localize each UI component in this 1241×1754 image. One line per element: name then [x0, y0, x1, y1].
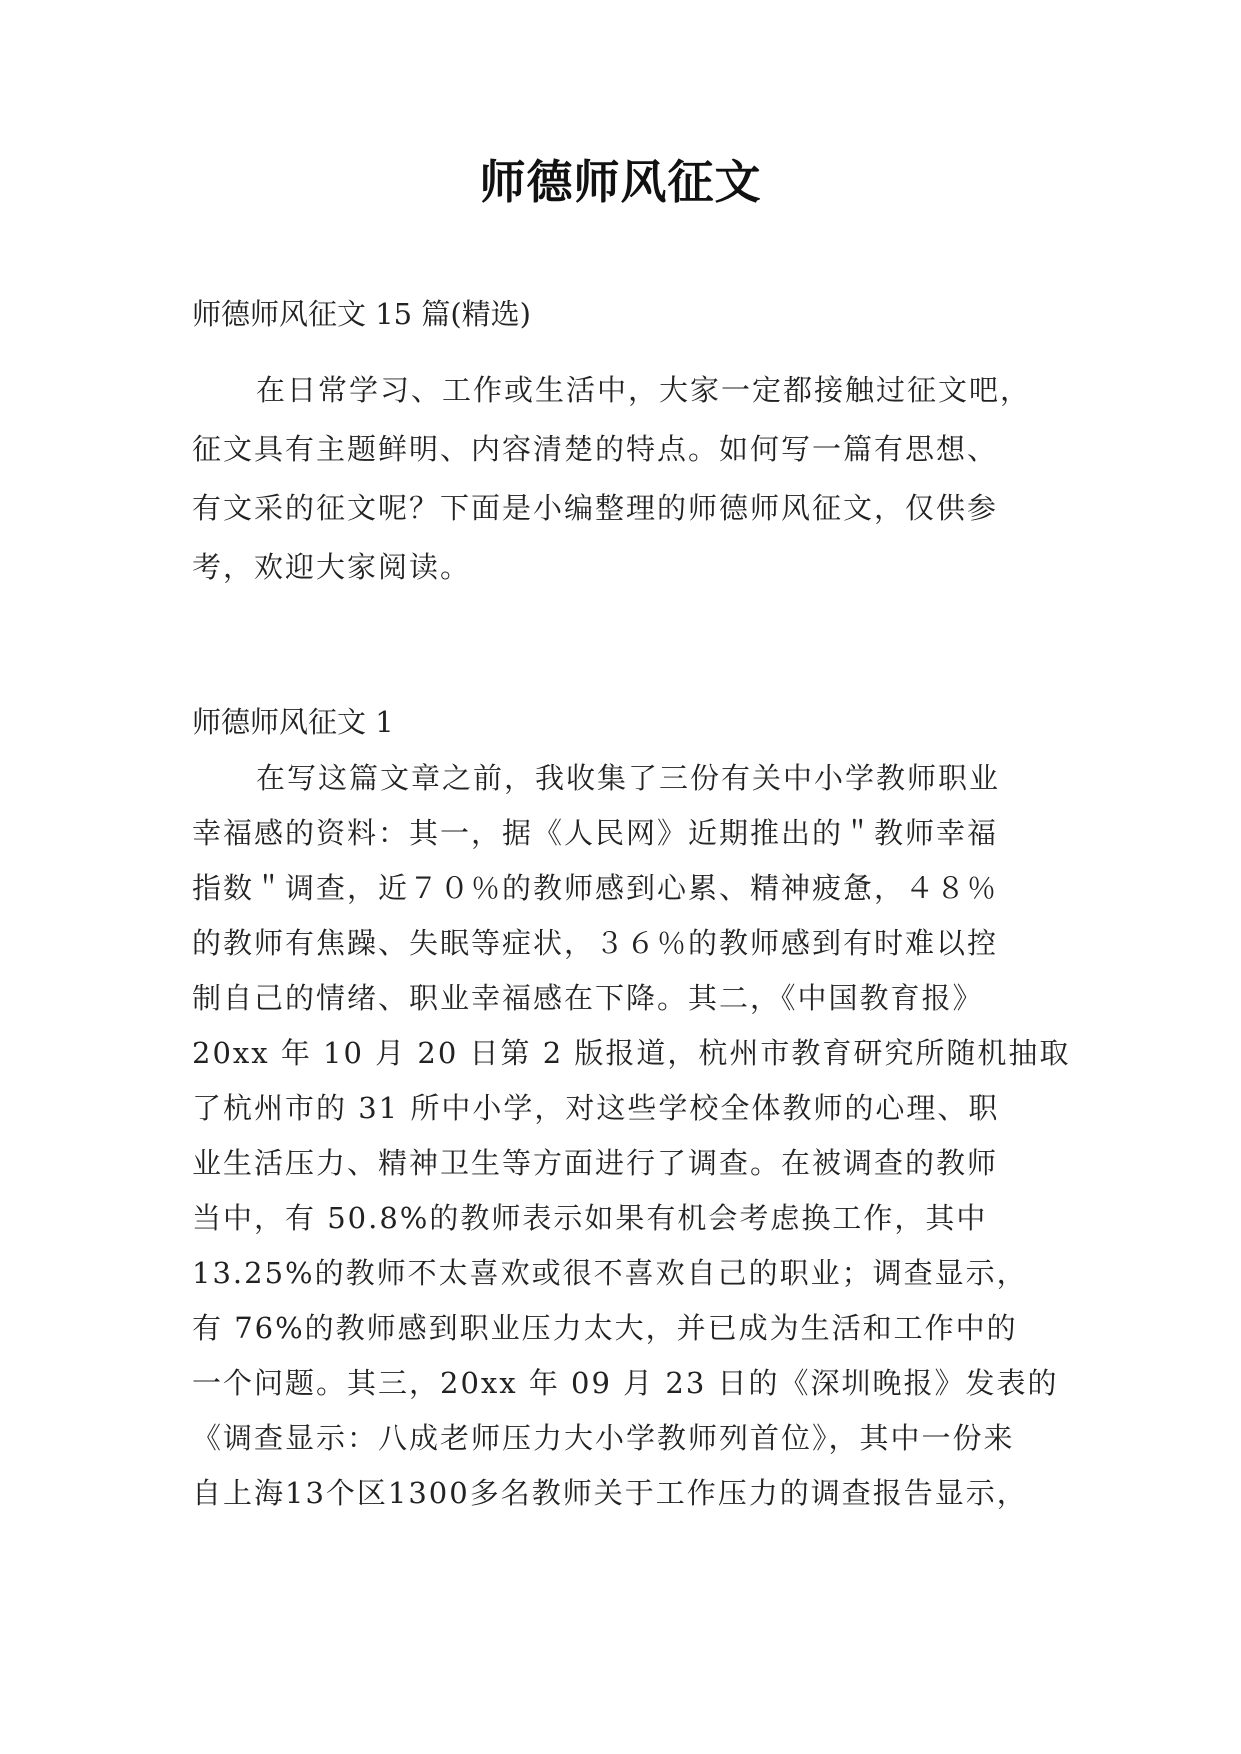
- body-line: 幸福感的资料：其一，据《人民网》近期推出的＂教师幸福: [192, 816, 999, 850]
- body-line: 的教师有焦躁、失眠等症状，３６％的教师感到有时难以控: [192, 926, 999, 960]
- intro-paragraph: [192, 370, 1072, 584]
- document-title: 师德师风征文: [479, 155, 762, 209]
- body-line: 13.25%的教师不太喜欢或很不喜欢自己的职业；调查显示，: [192, 1256, 1028, 1290]
- body-line: 20xx 年 10 月 20 日第 2 版报道，杭州市教育研究所随机抽取: [192, 1036, 1071, 1070]
- body-line: 自上海13个区1300多名教师关于工作压力的调查报告显示，: [192, 1476, 1028, 1510]
- body-line: 一个问题。其三，20xx 年 09 月 23 日的《深圳晚报》发表的: [192, 1366, 1059, 1400]
- section-heading: 师德师风征文 1: [192, 705, 394, 739]
- body-line: 业生活压力、精神卫生等方面进行了调查。在被调查的教师: [192, 1146, 999, 1180]
- body-line: 当中，有 50.8%的教师表示如果有机会考虑换工作，其中: [192, 1201, 988, 1235]
- body-line: 了杭州市的 31 所中小学，对这些学校全体教师的心理、职: [192, 1091, 1000, 1125]
- intro-line: 考，欢迎大家阅读。: [192, 550, 472, 584]
- body-line: 《调查显示：八成老师压力大小学教师列首位》，其中一份来: [192, 1421, 1015, 1455]
- intro-line: 有文采的征文呢？下面是小编整理的师德师风征文，仅供参: [192, 491, 999, 525]
- intro-line: 征文具有主题鲜明、内容清楚的特点。如何写一篇有思想、: [192, 432, 999, 466]
- body-line: 有 76%的教师感到职业压力太大，并已成为生活和工作中的: [192, 1311, 1018, 1345]
- body-line: 在写这篇文章之前，我收集了三份有关中小学教师职业: [256, 761, 1001, 795]
- intro-line: 在日常学习、工作或生活中，大家一定都接触过征文吧，: [256, 373, 1032, 407]
- body-line: 制自己的情绪、职业幸福感在下降。其二，《中国教育报》: [192, 981, 984, 1015]
- document-subtitle: 师德师风征文 15 篇(精选): [192, 297, 531, 331]
- body-line: 指数＂调查，近７０％的教师感到心累、精神疲惫，４８％: [192, 871, 999, 905]
- body-paragraph: [192, 758, 1072, 1518]
